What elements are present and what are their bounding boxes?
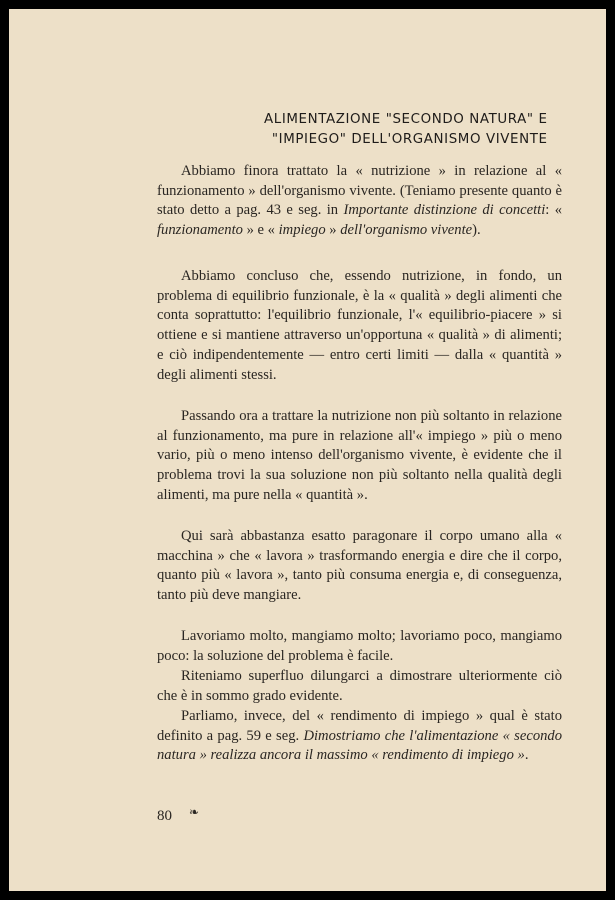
paragraph-7-end: . — [524, 747, 529, 764]
book-page — [9, 9, 606, 891]
paragraph-2: Abbiamo concluso che, essendo nutrizione, in fondo, un problema di equilibrio funzionale, è la « qualità » degli alimenti che conta soprattutto: l'equilibrio funzionale, l'« equilibrio-piacere » si ottiene e si mantiene attraverso un'opportuna « qualità » di alimenti; e ciò indipendentemente — entro certi limiti — dalla « quantità » degli alimenti stessi. — [157, 268, 562, 383]
paragraph-1-colon: : « — [545, 202, 563, 219]
paragraph-7-text: Parliamo, invece, del « rendimento di impiego » qual è stato definito a pag. 59 e seg. — [157, 708, 562, 744]
paragraph-6: Riteniamo superfluo dilungarci a dimostrare ulteriormente ciò che è in sommo grado evidente. — [157, 668, 562, 704]
paragraph-1-quote-close: » — [325, 222, 341, 239]
paragraph-7-italic-statement: Dimostriamo che l'alimentazione « secondo natura » realizza ancora il massimo « rendimento di impiego » — [157, 727, 563, 764]
paragraph-5: Lavoriamo molto, mangiamo molto; lavoriamo poco, mangiamo poco: la soluzione del problema è facile. — [157, 628, 562, 664]
paragraph-1-italic-organismo: dell'organismo vivente — [340, 222, 473, 239]
paragraph-1 — [157, 162, 562, 241]
page-number: 80 — [157, 808, 172, 824]
fleuron-icon: ❧ — [189, 805, 200, 819]
chapter-heading — [264, 110, 548, 150]
heading-line-1: ALIMENTAZIONE "SECONDO NATURA" E — [264, 112, 548, 127]
paragraph-1-text: Abbiamo finora trattato la « nutrizione » in relazione al « funzionamento » dell'organismo vivente. (Teniamo presente quanto è stato detto a pag. 43 e seg. in — [157, 163, 562, 219]
paragraph-7 — [157, 707, 562, 766]
paragraph-1-italic-impiego: impiego — [278, 222, 326, 239]
paragraph-3: Passando ora a trattare la nutrizione non più soltanto in relazione al funzionamento, ma pure in relazione all'« impiego » più o meno vario, più o meno intenso dell'organismo vivente, è evidente che il problema trovi la sua soluzione non più soltanto nella qualità degli alimenti, ma pure nella « quantità ». — [157, 408, 562, 503]
paragraph-1-italic-title: Importante distinzione di concetti — [343, 202, 546, 219]
paragraph-1-italic-funzionamento: funzionamento — [157, 222, 243, 239]
paragraph-4: Qui sarà abbastanza esatto paragonare il corpo umano alla « macchina » che « lavora » trasformando energia e dire che il corpo, quanto più « lavora », tanto più consuma energia e, di conseguenza, tanto più deve mangiare. — [157, 528, 562, 604]
paragraph-1-end: ). — [472, 222, 481, 239]
heading-line-2: "IMPIEGO" DELL'ORGANISMO VIVENTE — [271, 132, 548, 147]
paragraph-1-conj: » e « — [242, 222, 279, 239]
